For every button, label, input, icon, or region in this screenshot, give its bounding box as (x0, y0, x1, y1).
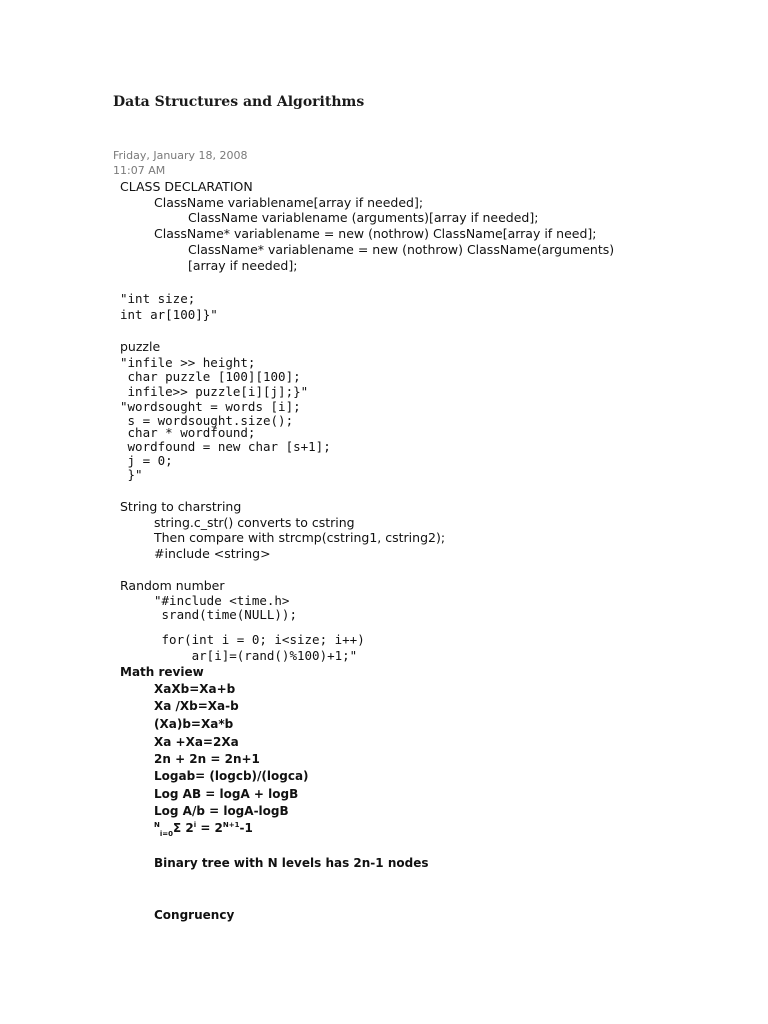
string-section-heading: String to charstring (120, 499, 242, 514)
code-line: "wordsought = words [i]; (120, 399, 301, 414)
summation-formula (154, 821, 253, 837)
math-formula: Xa /Xb=Xa-b (154, 699, 239, 713)
puzzle-heading: puzzle (120, 339, 161, 354)
math-formula: Logab= (logcb)/(logca) (154, 769, 309, 783)
code-line: s = wordsought.size(); (120, 413, 294, 428)
code-line: char puzzle [100][100]; (120, 369, 301, 384)
code-line: j = 0; (120, 453, 173, 468)
class-declaration-line: ClassName variablename (arguments)[array if needed]; (188, 210, 539, 225)
math-formula: Xa +Xa=2Xa (154, 735, 239, 749)
math-formula: Log A/b = logA-logB (154, 804, 289, 818)
class-declaration-heading: CLASS DECLARATION (120, 179, 253, 194)
note-date: Friday, January 18, 2008 (113, 149, 248, 162)
binary-tree-note: Binary tree with N levels has 2n-1 nodes (154, 856, 429, 870)
code-line: "int size; (120, 291, 196, 306)
code-line: char * wordfound; (120, 425, 256, 440)
sum-lower-limit: i=0 (159, 830, 173, 839)
math-formula: 2n + 2n = 2n+1 (154, 752, 260, 766)
sum-equals: = 2 (196, 821, 223, 835)
code-line: }" (120, 467, 143, 482)
sum-tail: -1 (239, 821, 253, 835)
note-time: 11:07 AM (113, 164, 166, 177)
code-line: wordfound = new char [s+1]; (120, 439, 331, 454)
math-formula: XaXb=Xa+b (154, 682, 236, 696)
code-line: infile>> puzzle[i][j];}" (120, 384, 309, 399)
math-formula: Log AB = logA + logB (154, 787, 299, 801)
sum-exponent-n: N+1 (222, 821, 240, 829)
congruency-heading: Congruency (154, 908, 235, 922)
sum-exponent-i: i (193, 821, 197, 829)
math-formula: (Xa)b=Xa*b (154, 717, 234, 731)
code-line: "infile >> height; (120, 355, 256, 370)
math-review-heading: Math review (120, 665, 204, 679)
string-section-line: #include <string> (154, 546, 271, 561)
code-line: "#include <time.h> (154, 593, 290, 608)
string-section-line: string.c_str() converts to cstring (154, 515, 355, 530)
sum-upper-limit: N (154, 821, 160, 829)
sum-sigma: Σ 2 (173, 821, 194, 835)
code-line: srand(time(NULL)); (154, 607, 297, 622)
code-line: ar[i]=(rand()%100)+1;" (154, 648, 358, 663)
class-declaration-line: ClassName* variablename = new (nothrow) ClassName[array if need]; (154, 226, 597, 241)
random-section-heading: Random number (120, 578, 225, 593)
code-line: int ar[100]}" (120, 307, 218, 322)
class-declaration-line: ClassName* variablename = new (nothrow) ClassName(arguments) (188, 242, 615, 257)
class-declaration-line: [array if needed]; (188, 258, 298, 273)
code-line: for(int i = 0; i<size; i++) (154, 632, 365, 647)
string-section-line: Then compare with strcmp(cstring1, cstring2); (154, 530, 446, 545)
page-title: Data Structures and Algorithms (113, 94, 365, 110)
class-declaration-line: ClassName variablename[array if needed]; (154, 195, 424, 210)
